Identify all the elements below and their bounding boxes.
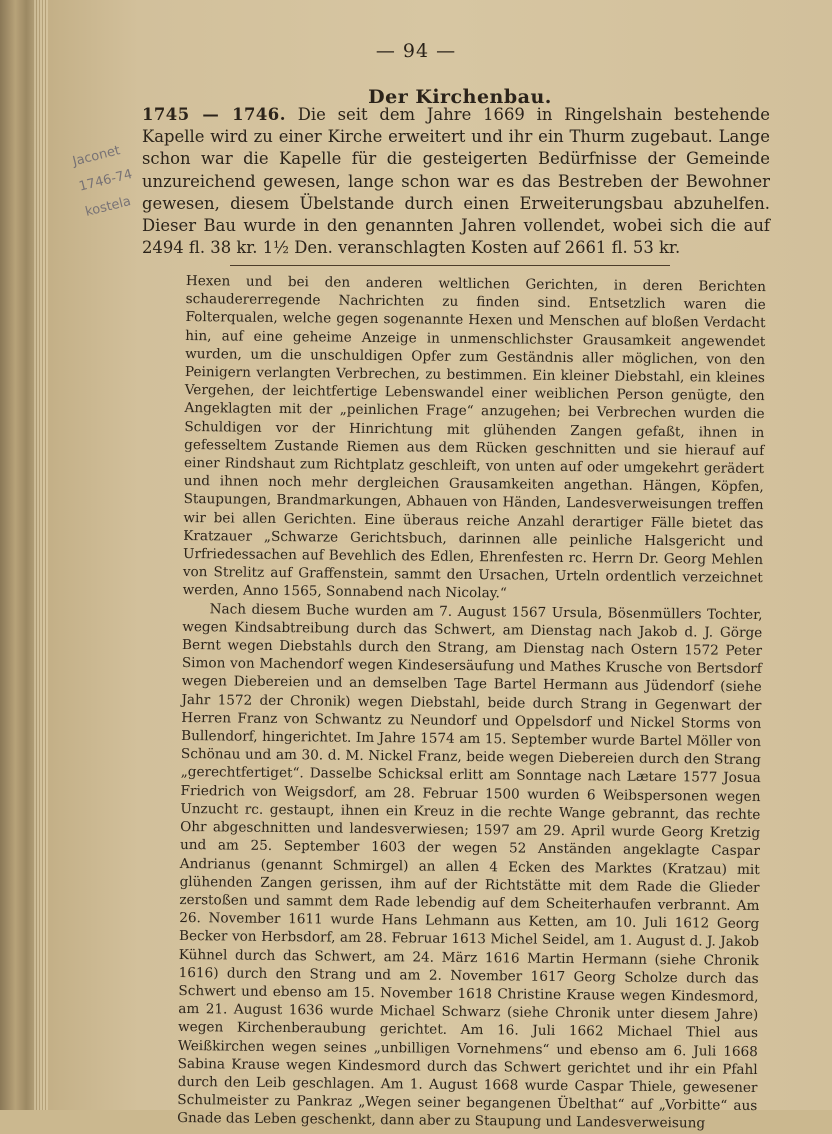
page-number: — 94 — bbox=[375, 40, 457, 62]
body-text bbox=[177, 272, 766, 1134]
intro-years: 1745 — 1746. bbox=[142, 105, 286, 124]
intro-paragraph bbox=[142, 104, 770, 259]
section-divider bbox=[230, 265, 670, 266]
margin-note-line: Jaconet bbox=[71, 143, 122, 170]
section-title: Der Kirchenbau. bbox=[368, 86, 552, 108]
margin-note-line: 1746-74 bbox=[77, 166, 134, 195]
body-paragraph: Hexen und bei den anderen weltlichen Gerichten, in deren Berichten schaudererregende Nachrichten zu finden sind. Entsetzlich waren die Folterqualen, welche gegen sogenannte Hexen und Menschen auf bloßen Verdacht hin, auf eine geheime Anzeige in unmenschlichster Grausamkeit angewendet wurden, um die unschuldigen Opfer zum Geständnis aller möglichen, von den Peinigern verlangten Verbrechen, zu bestimmen. Ein kleiner Diebstahl, ein kleines Vergehen, der leichtfertige Lebenswandel einer weiblichen Person genügte, den Angeklagten mit der „peinlichen Frage“ anzugehen; bei Verbrechen wurden die Schuldigen vor der Hinrichtung mit glühenden Zangen gefaßt, ihnen in gefesseltem Zustande Riemen aus dem Rücken geschnitten und sie hierauf auf einer Rindshaut zum Richtplatz geschleift, von unten auf oder umgekehrt gerädert und ihnen noch mehr dergleichen Grausamkeiten angethan. Hängen, Köpfen, Staupungen, Brandmarkungen, Abhauen von Händen, Landesverweisungen treffen wir bei allen Gerichten. Eine überaus reiche Anzahl derartiger Fälle bietet das Kratzauer „Schwarze Gerichtsbuch, darinnen alle peinliche Halsgericht und Urfriedessachen auf Bevehlich des Edlen, Ehrenfesten rc. Herrn Dr. Georg Mehlen von Strelitz auf Graffenstein, sammt den Ursachen, Urteln ordentlich verzeichnet werden, Anno 1565, Sonnabend nach Nicolay.“ bbox=[182, 272, 766, 602]
intro-text: Die seit dem Jahre 1669 in Ringelshain bestehende Kapelle wird zu einer Kirche erweitert und ihr ein Thurm zugebaut. Lange schon war die Kapelle für die gesteigerten Bedürfnisse der Gemeinde unzureichend gewesen, lange schon war es das Bestreben der Bewohner gewesen, diesem Übelstande durch einen Erweiterungsbau abzuhelfen. Dieser Bau wurde in den genannten Jahren vollendet, wobei sich die auf 2494 fl. 38 kr. 1½ Den. veranschlagten Kosten auf 2661 fl. 53 kr. bbox=[142, 105, 770, 258]
margin-note-line: kostela bbox=[83, 194, 133, 220]
body-paragraph: Nach diesem Buche wurden am 7. August 1567 Ursula, Bösenmüllers Tochter, wegen Kindsabtreibung durch das Schwert, am Dienstag nach Jakob d. J. Görge Bernt wegen Diebstahls durch den Strang, am Dienstag nach Ostern 1572 Peter Simon von Machendorf wegen Kindesersäufung und Mathes Krusche von Bertsdorf wegen Diebereien und an demselben Tage Bartel Hermann aus Jüdendorf (siehe Jahr 1572 der Chronik) wegen Diebstahl, beide durch Strang in Gegenwart der Herren Franz von Schwantz zu Neundorf und Oppelsdorf und Nickel Storms von Bullendorf, hingerichtet. Im Jahre 1574 am 15. September wurde Bartel Möller von Schönau und am 30. d. M. Nickel Franz, beide wegen Diebereien durch den Strang „gerechtfertiget“. Dasselbe Schicksal erlitt am Sonntage nach Lætare 1577 Josua Friedrich von Weigsdorf, am 28. Februar 1500 wurden 6 Weibspersonen wegen Unzucht rc. gestaupt, ihnen ein Kreuz in die rechte Wange gebrannt, das rechte Ohr abgeschnitten und landesverwiesen; 1597 am 29. April wurde Georg Kretzig und am 25. September 1603 der wegen 52 Anständen angeklagte Caspar Andrianus (genannt Schmirgel) an allen 4 Ecken des Marktes (Kratzau) mit glühenden Zangen gerissen, ihm auf der Richtstätte mit dem Rade die Glieder zerstoßen und sammt dem Rade lebendig auf dem Scheiterhaufen verbrannt. Am 26. November 1611 wurde Hans Lehmann aus Ketten, am 10. Juli 1612 Georg Becker von Herbsdorf, am 28. Februar 1613 Michel Seidel, am 1. August d. J. Jakob Kühnel durch das Schwert, am 24. März 1616 Martin Hermann (siehe Chronik 1616) durch den Strang und am 2. November 1617 Georg Scholze durch das Schwert und ebenso am 15. November 1618 Christine Krause wegen Kindesmord, am 21. August 1636 wurde Michael Schwarz (siehe Chronik unter diesem Jahre) wegen Kirchenberaubung gerichtet. Am 16. Juli 1662 Michael Thiel aus Weißkirchen wegen seines „unbilligen Vornehmens“ und ebenso am 6. Juli 1668 Sabina Krause wegen Kindesmord durch das Schwert gerichtet und ihr ein Pfahl durch den Leib geschlagen. Am 1. August 1668 wurde Caspar Thiele, gewesener Schulmeister zu Pankraz „Wegen seiner begangenen Übelthat“ auf „Vorbitte“ aus Gnade das Leben geschenkt, dann aber zu Staupung und Landesverweisung bbox=[177, 600, 763, 1132]
page-edges bbox=[34, 0, 48, 1110]
